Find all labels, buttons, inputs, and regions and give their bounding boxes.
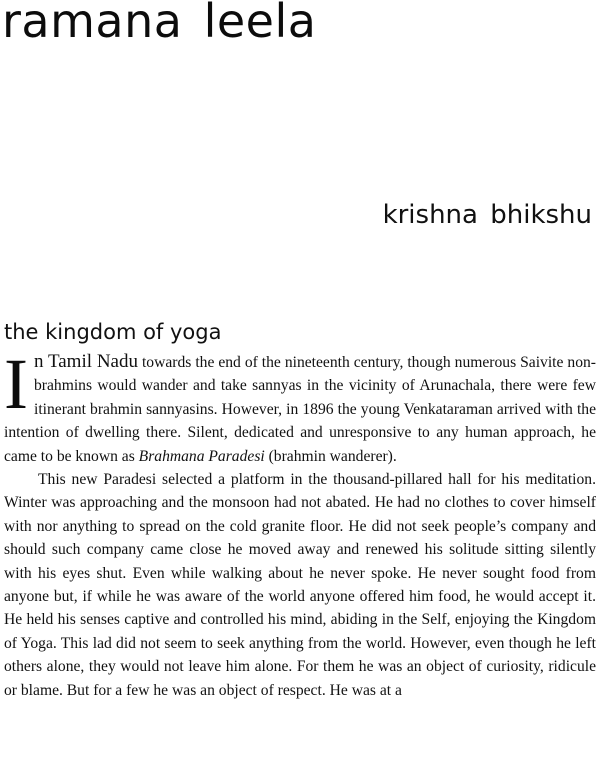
paragraph-2: This new Paradesi selected a platform in the thousand-pillared hall for his meditation. Winter was approaching and the monsoon had not abated. He had no clothes to cover himself with nor anything to spread on the cold granite floor. He did not seek people’s company and should such company came close he moved away and renewed his solitude sitting silently with his eyes shut. Even while walking about he never spoke. He never sought food from anyone but, if while he was aware of the world anyone offered him food, he would accept it. He held his senses captive and controlled his mind, abiding in the Self, enjoying the Kingdom of Yoga. This lad did not seem to seek anything from the world. However, even though he left others alone, they would not leave him alone. For them he was an object of curiosity, ridicule or blame. But for a few he was an object of respect. He was at a: [4, 471, 596, 699]
italic-term: Brahmana Paradesi: [138, 447, 265, 465]
paragraph-1-text-b: (brahmin wanderer).: [264, 447, 397, 465]
body-text: [4, 344, 596, 702]
book-title: ramana leela: [2, 0, 317, 48]
author-name: krishna bhikshu: [382, 200, 592, 230]
drop-cap: I: [4, 344, 28, 424]
paragraph-1-text-a: towards the end of the nineteenth century, though numerous Saivite non-brahmins would wander and take sannyas in the vicinity of Arunachala, there were few itinerant brahmin sannyasins. However, in 1896 the young Venkataraman arrived with the intention of dwelling there. Silent, dedicated and unresponsive to any human approach, he came to be known as: [4, 354, 596, 465]
paragraph-1: [4, 344, 596, 468]
chapter-title: the kingdom of yoga: [4, 320, 222, 344]
lead-words: n Tamil Nadu: [33, 351, 138, 372]
